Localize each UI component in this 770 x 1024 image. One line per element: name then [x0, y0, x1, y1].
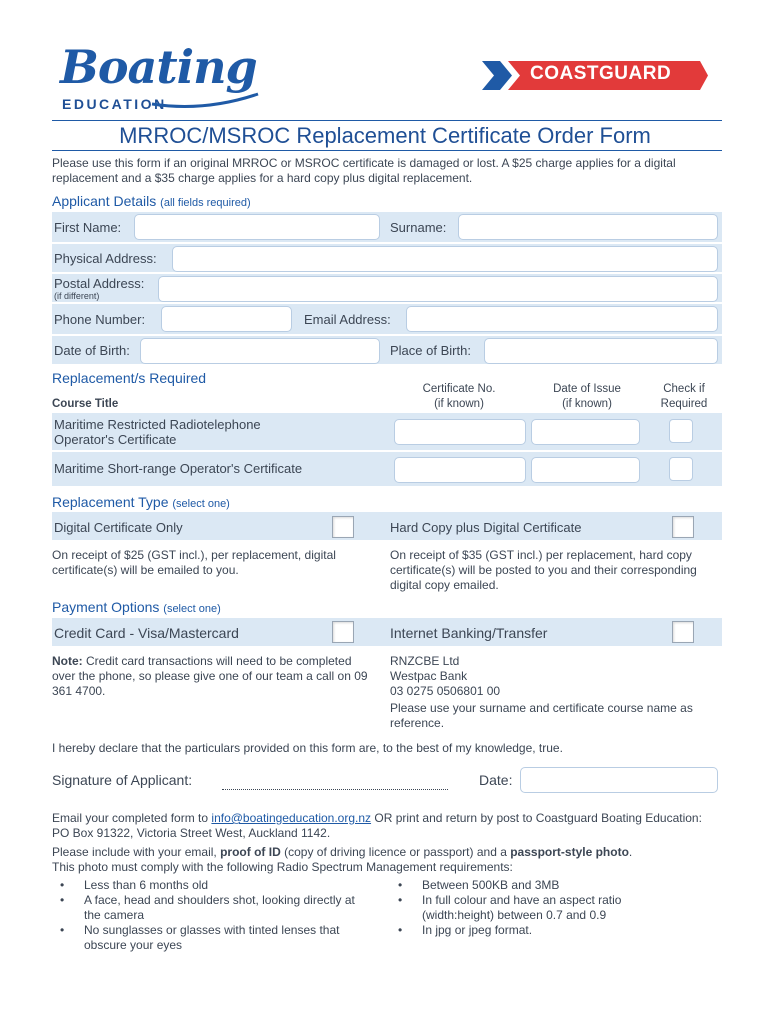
digital-option-label: Digital Certificate Only	[54, 520, 183, 535]
boating-logo: Boating	[60, 40, 257, 94]
postal-address-note: (if different)	[54, 291, 100, 301]
list-item: • A face, head and shoulders shot, looking directly at the camera	[60, 893, 355, 922]
pob-label: Place of Birth:	[390, 343, 471, 358]
course-2-date-field[interactable]	[531, 457, 640, 483]
list-item: • No sunglasses or glasses with tinted lenses that obscure your eyes	[60, 923, 340, 952]
surname-field[interactable]	[458, 214, 718, 240]
applicant-heading: Applicant Details (all fields required)	[52, 193, 251, 209]
first-name-field[interactable]	[134, 214, 380, 240]
dob-field[interactable]	[140, 338, 380, 364]
first-name-label: First Name:	[54, 220, 122, 235]
list-item: • Less than 6 months old	[60, 878, 209, 892]
credit-card-note: Note: Credit card transactions will need to be completed over the phone, so please give one of our team a call on 09 361 4700.	[52, 654, 368, 698]
physical-address-label: Physical Address:	[54, 251, 157, 266]
declaration-text: I hereby declare that the particulars provided on this form are, to the best of my knowledge, true.	[52, 741, 563, 755]
title-bottom-rule	[52, 150, 722, 151]
payment-heading: Payment Options (select one)	[52, 599, 221, 615]
course-1-checkbox[interactable]	[669, 419, 693, 443]
course-2-cert-no-field[interactable]	[394, 457, 526, 483]
pob-field[interactable]	[484, 338, 718, 364]
intro-text: Please use this form if an original MRROC or MSROC certificate is damaged or lost. A $25 charge applies for a digital replacement and a $35 charge applies for a hard copy plus digital replacement.	[52, 156, 676, 185]
replacement-type-heading: Replacement Type (select one)	[52, 494, 230, 510]
postal-address-label: Postal Address:	[54, 276, 145, 291]
col-course-title: Course Title	[52, 398, 119, 410]
logo-swoosh-icon	[150, 92, 260, 110]
education-logo-text: EDUCATION	[62, 96, 167, 112]
col-check: Check if Required	[660, 383, 708, 410]
surname-label: Surname:	[390, 220, 447, 235]
hardcopy-description: On receipt of $35 (GST incl.) per replacement, hard copy certificate(s) will be posted to you and their corresponding digital copy emailed.	[390, 548, 697, 592]
signature-line[interactable]	[222, 789, 448, 790]
bank-details: RNZCBE Ltd Westpac Bank 03 0275 0506801 00	[390, 654, 501, 698]
email-link[interactable]: info@boatingeducation.org.nz	[211, 811, 372, 825]
coastguard-logo-text: COASTGUARD	[530, 63, 672, 84]
dob-label: Date of Birth:	[54, 343, 130, 358]
course-2-checkbox[interactable]	[669, 457, 693, 481]
digital-option-checkbox[interactable]	[332, 516, 354, 538]
email-field[interactable]	[406, 306, 718, 332]
phone-field[interactable]	[161, 306, 292, 332]
list-item: • In jpg or jpeg format.	[398, 923, 533, 937]
phone-label: Phone Number:	[54, 312, 146, 327]
hardcopy-option-label: Hard Copy plus Digital Certificate	[390, 520, 582, 535]
course-2-label: Maritime Short-range Operator's Certificate	[54, 461, 303, 476]
postal-address-field[interactable]	[158, 276, 718, 302]
credit-card-checkbox[interactable]	[332, 621, 354, 643]
replacement-heading: Replacement/s Required	[52, 370, 207, 386]
physical-address-field[interactable]	[172, 246, 718, 272]
credit-card-label: Credit Card - Visa/Mastercard	[54, 625, 239, 641]
digital-description: On receipt of $25 (GST incl.), per replacement, digital certificate(s) will be emailed to you.	[52, 548, 336, 577]
date-label: Date:	[479, 772, 513, 788]
course-1-label: Maritime Restricted Radiotelephone Operator's Certificate	[54, 417, 261, 447]
bank-reference: Please use your surname and certificate course name as reference.	[390, 701, 693, 730]
list-item: • Between 500KB and 3MB	[398, 878, 560, 892]
col-date-issue: Date of Issue (if known)	[553, 383, 621, 410]
course-1-date-field[interactable]	[531, 419, 640, 445]
id-instructions: Please include with your email, proof of ID (copy of driving licence or passport) and a passport-style photo. This photo must comply with the following Radio Spectrum Management requirements:	[52, 845, 633, 874]
email-label: Email Address:	[304, 312, 391, 327]
hardcopy-option-checkbox[interactable]	[672, 516, 694, 538]
photo-requirements-left	[52, 878, 362, 953]
email-instructions: Email your completed form to info@boatingeducation.org.nz OR print and return by post to Coastguard Boating Education: PO Box 91322, Victoria Street West, Auckland 1142.	[52, 811, 702, 840]
page-title: MRROC/MSROC Replacement Certificate Order Form	[119, 123, 651, 148]
course-1-cert-no-field[interactable]	[394, 419, 526, 445]
signature-label: Signature of Applicant:	[52, 772, 193, 788]
date-field[interactable]	[520, 767, 718, 793]
title-top-rule	[52, 120, 722, 121]
internet-banking-label: Internet Banking/Transfer	[390, 625, 548, 641]
photo-requirements-right	[390, 878, 690, 938]
list-item: • In full colour and have an aspect ratio (width:height) between 0.7 and 0.9	[398, 893, 622, 922]
internet-banking-checkbox[interactable]	[672, 621, 694, 643]
col-cert-no: Certificate No. (if known)	[422, 383, 496, 410]
